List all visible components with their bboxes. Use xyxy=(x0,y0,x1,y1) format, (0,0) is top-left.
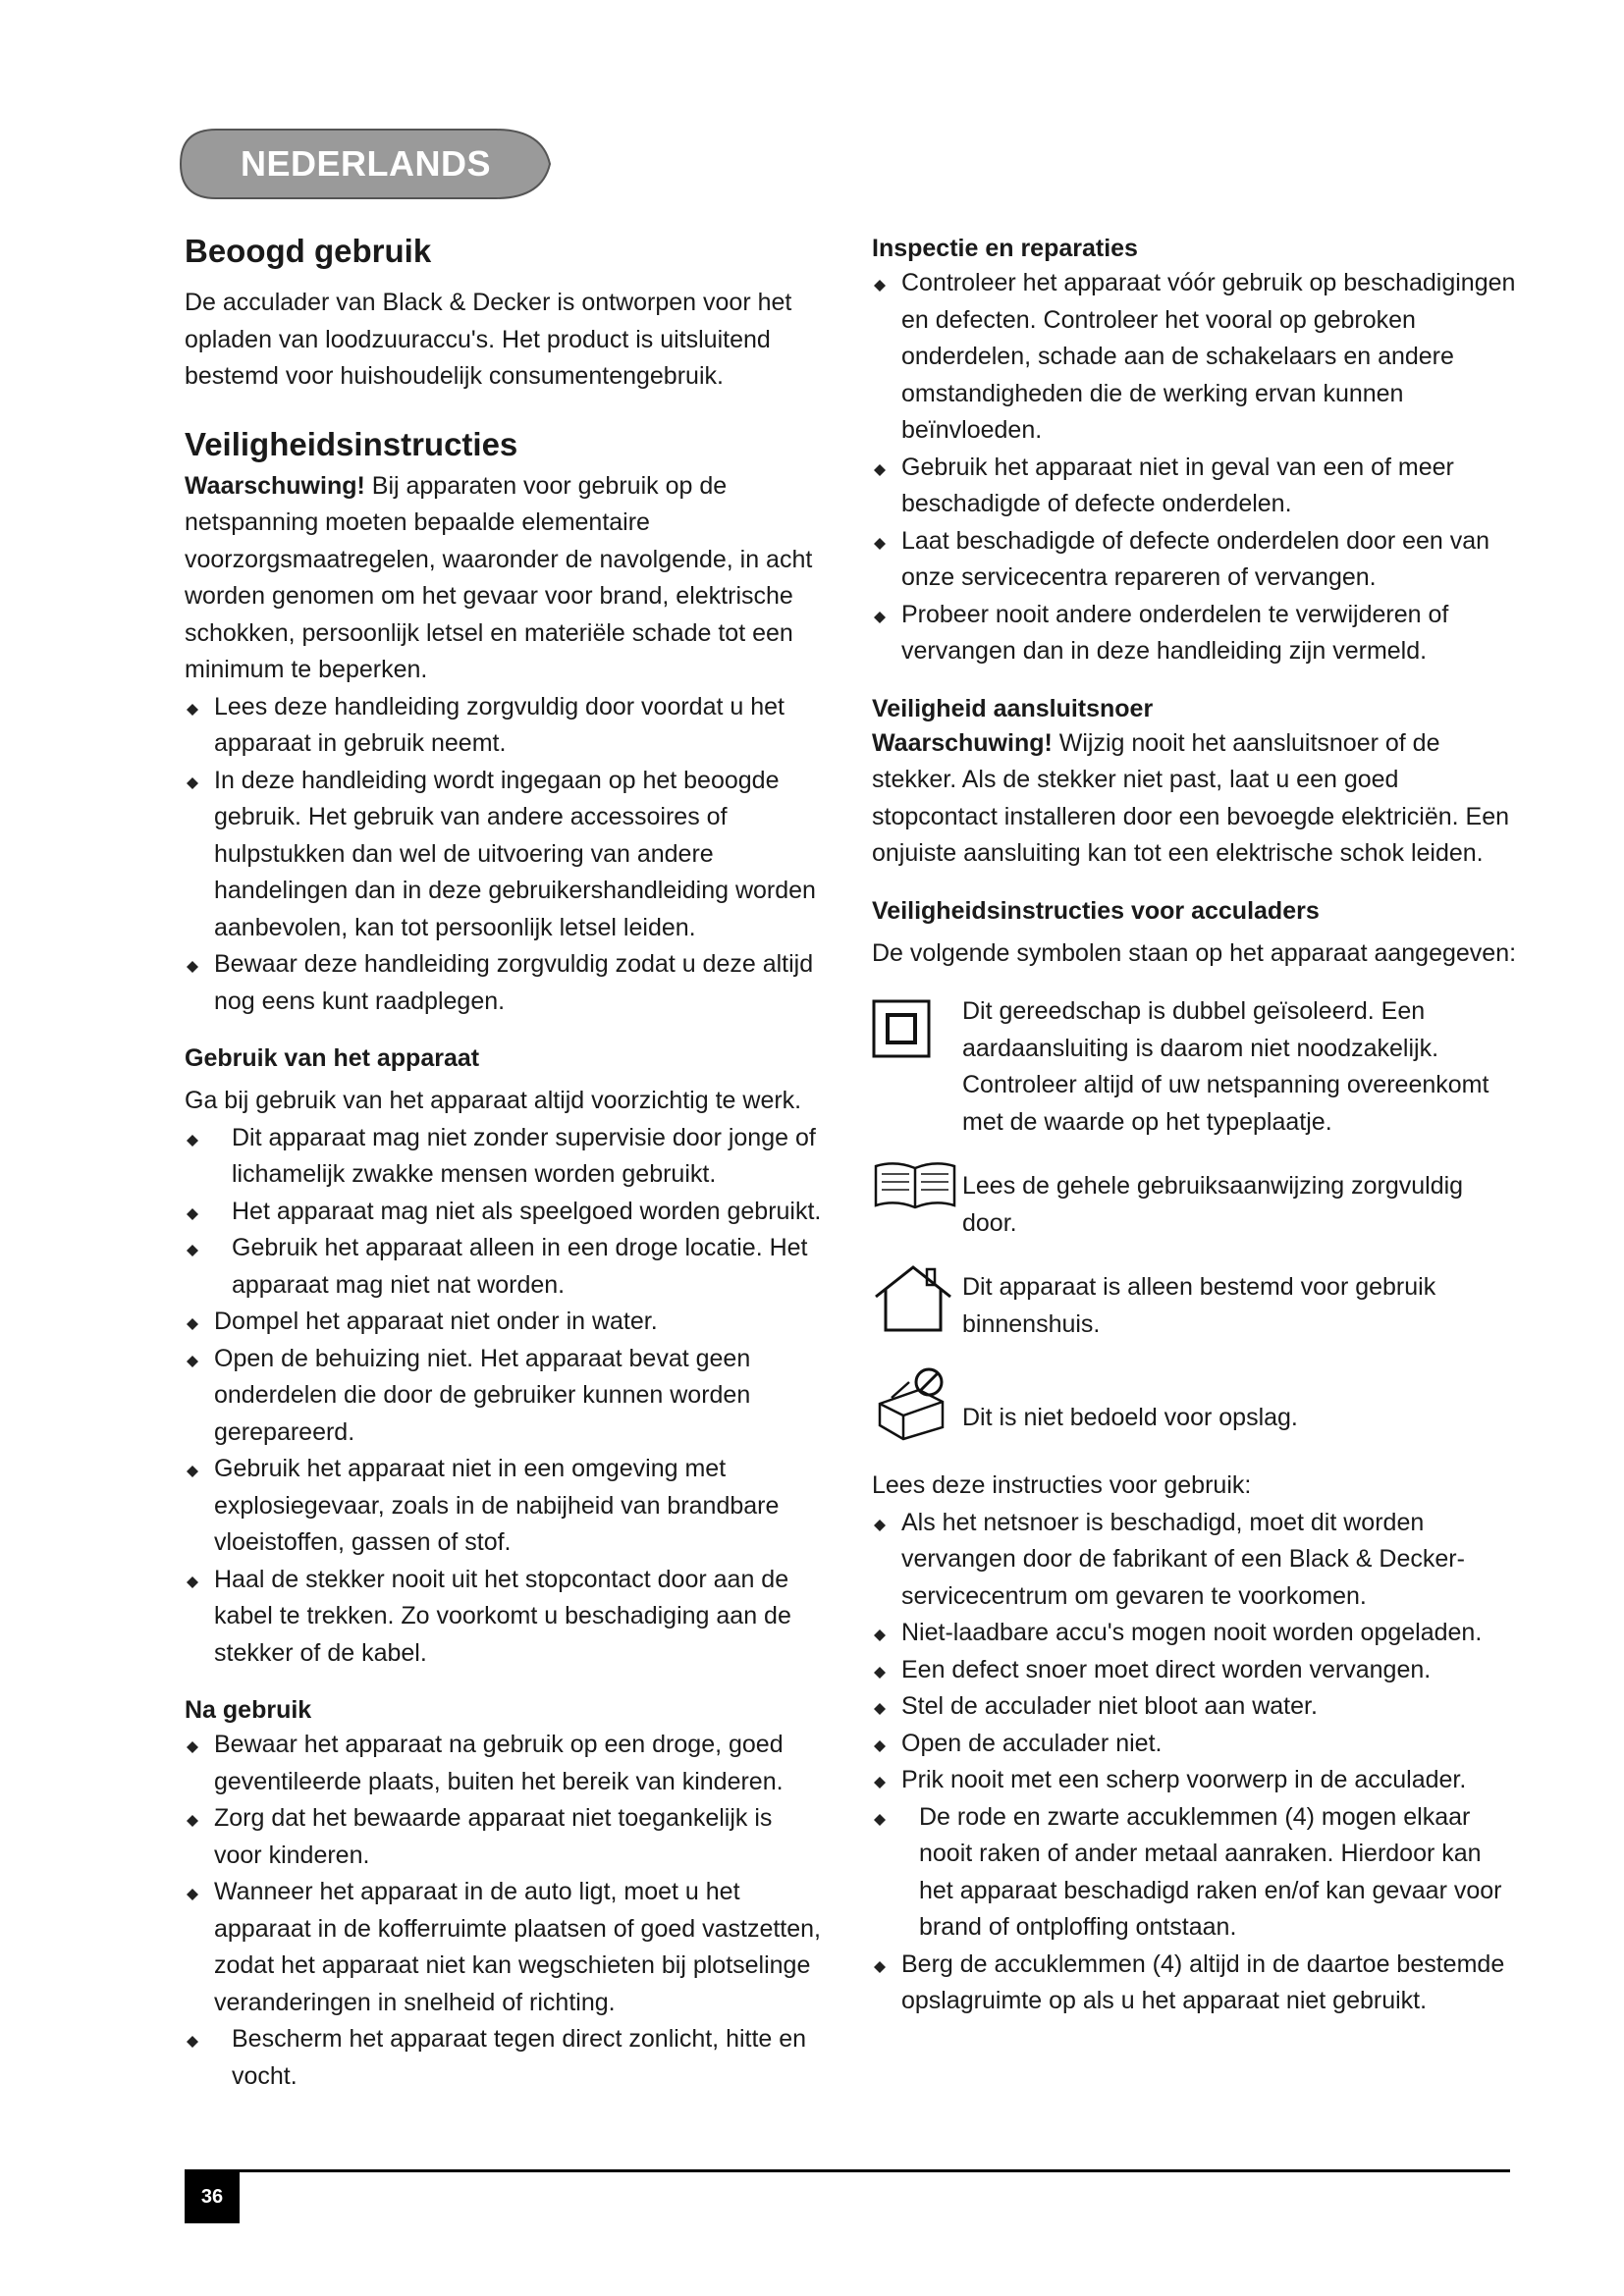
list-item: Probeer nooit andere onderdelen te verwijderen of vervangen dan in deze handleiding zijn vermeld. xyxy=(872,597,1520,670)
warning-text: Wijzig nooit het aansluitsnoer of de stekker. Als de stekker niet past, laat u een goed stopcontact installeren door een bevoegde elektriciën. Een onjuiste aansluiting kan tot een elektrische schok leiden. xyxy=(872,728,1510,867)
symbol-text: Lees de gehele gebruiksaanwijzing zorgvuldig door. xyxy=(962,1172,1464,1237)
list-item: Haal de stekker nooit uit het stopcontact door aan de kabel te trekken. Zo voorkomt u beschadiging aan de stekker of de kabel. xyxy=(185,1562,823,1673)
diamond-bullet-icon xyxy=(185,2021,204,2058)
symbol-row xyxy=(872,1364,1520,1446)
list-item: Laat beschadigde of defecte onderdelen door een van onze servicecentra repareren of vervangen. xyxy=(872,523,1520,597)
no-storage-icon xyxy=(872,1364,962,1446)
diamond-bullet-icon xyxy=(872,523,892,561)
list-item: Dit apparaat mag niet zonder supervisie door jonge of lichamelijk zwakke mensen worden gebruikt. xyxy=(185,1120,823,1194)
after-use-list xyxy=(185,1727,823,2095)
indoor-house-icon xyxy=(872,1263,962,1339)
list-item: Bewaar deze handleiding zorgvuldig zodat u deze altijd nog eens kunt raadplegen. xyxy=(185,946,823,1020)
list-item: Bewaar het apparaat na gebruik op een droge, goed geventileerde plaats, buiten het bereik van kinderen. xyxy=(185,1727,823,1800)
list-item: Dompel het apparaat niet onder in water. xyxy=(185,1304,823,1341)
diamond-bullet-icon xyxy=(185,1800,204,1838)
diamond-bullet-icon xyxy=(872,1799,892,1837)
inspection-list xyxy=(872,265,1520,670)
list-item: Open de behuizing niet. Het apparaat bevat geen onderdelen die door de gebruiker kunnen worden gerepareerd. xyxy=(185,1341,823,1452)
safety-list xyxy=(185,689,823,1021)
list-item: Wanneer het apparaat in de auto ligt, moet u het apparaat in de kofferruimte plaatsen of goed vastzetten, zodat het apparaat niet kan wegschieten bij plotselinge veranderingen in snelheid of richting. xyxy=(185,1874,823,2021)
warning-text: Bij apparaten voor gebruik op de netspanning moeten bepaalde elementaire voorzorgsmaatregelen, waaronder de navolgende, in acht worden genomen om het gevaar voor brand, elektrische schokken, persoonlijk letsel en materiële schade tot een minimum te beperken. xyxy=(185,471,813,683)
list-item: Open de acculader niet. xyxy=(872,1726,1520,1763)
left-column xyxy=(185,232,823,2095)
intended-use-text: De acculader van Black & Decker is ontworpen voor het opladen van loodzuuraccu's. Het product is uitsluitend bestemd voor huishoudelijk consumentengebruik. xyxy=(185,289,792,390)
list-item: Gebruik het apparaat alleen in een droge locatie. Het apparaat mag niet nat worden. xyxy=(185,1230,823,1304)
footer-rule xyxy=(185,2169,1510,2172)
usage-intro: Ga bij gebruik van het apparaat altijd voorzichtig te werk. xyxy=(185,1087,802,1114)
list-item: Niet-laadbare accu's mogen nooit worden opgeladen. xyxy=(872,1615,1520,1652)
cord-safety-heading: Veiligheid aansluitsnoer xyxy=(872,694,1154,722)
list-item: Bescherm het apparaat tegen direct zonlicht, hitte en vocht. xyxy=(185,2021,823,2095)
cord-warning xyxy=(872,725,1520,873)
diamond-bullet-icon xyxy=(872,1947,892,1984)
diamond-bullet-icon xyxy=(872,1688,892,1726)
diamond-bullet-icon xyxy=(872,265,892,302)
list-item: Gebruik het apparaat niet in geval van een of meer beschadigde of defecte onderdelen. xyxy=(872,450,1520,523)
diamond-bullet-icon xyxy=(185,1727,204,1764)
diamond-bullet-icon xyxy=(185,1874,204,1911)
list-item: Lees deze handleiding zorgvuldig door voordat u het apparaat in gebruik neemt. xyxy=(185,689,823,763)
diamond-bullet-icon xyxy=(185,763,204,800)
read-instructions-intro: Lees deze instructies voor gebruik: xyxy=(872,1471,1252,1499)
list-item: Als het netsnoer is beschadigd, moet dit worden vervangen door de fabrikant of een Black & Decker-servicecentrum om gevaren te voorkomen. xyxy=(872,1505,1520,1616)
diamond-bullet-icon xyxy=(872,1505,892,1542)
symbol-text: Dit is niet bedoeld voor opslag. xyxy=(962,1404,1298,1431)
read-instructions-list xyxy=(872,1505,1520,2020)
diamond-bullet-icon xyxy=(185,689,204,726)
diamond-bullet-icon xyxy=(185,1304,204,1341)
list-item: Berg de accuklemmen (4) altijd in de daartoe bestemde opslagruimte op als u het apparaat niet gebruikt. xyxy=(872,1947,1520,2020)
diamond-bullet-icon xyxy=(185,1194,204,1231)
list-item: In deze handleiding wordt ingegaan op het beoogde gebruik. Het gebruik van andere accessoires of hulpstukken dan wel de uitvoering van andere handelingen dan in deze gebruikershandleiding worden aanbevolen, kan tot persoonlijk letsel leiden. xyxy=(185,763,823,947)
list-item: Prik nooit met een scherp voorwerp in de acculader. xyxy=(872,1762,1520,1799)
diamond-bullet-icon xyxy=(185,1562,204,1599)
after-use-heading: Na gebruik xyxy=(185,1696,312,1724)
symbol-text: Dit apparaat is alleen bestemd voor gebruik binnenshuis. xyxy=(962,1273,1436,1338)
list-item: Stel de acculader niet bloot aan water. xyxy=(872,1688,1520,1726)
symbol-row xyxy=(872,1162,1520,1242)
diamond-bullet-icon xyxy=(872,597,892,634)
diamond-bullet-icon xyxy=(872,1652,892,1689)
diamond-bullet-icon xyxy=(185,1230,204,1267)
manual-book-icon xyxy=(872,1162,962,1216)
inspection-heading: Inspectie en reparaties xyxy=(872,235,1138,262)
list-item: Het apparaat mag niet als speelgoed worden gebruikt. xyxy=(185,1194,823,1231)
language-badge xyxy=(177,126,555,202)
symbol-row xyxy=(872,993,1520,1141)
safety-warning xyxy=(185,468,823,689)
list-item: Zorg dat het bewaarde apparaat niet toegankelijk is voor kinderen. xyxy=(185,1800,823,1874)
language-label: NEDERLANDS xyxy=(240,143,491,184)
right-column xyxy=(872,232,1520,2020)
page-number: 36 xyxy=(185,2170,240,2223)
list-item: Een defect snoer moet direct worden vervangen. xyxy=(872,1652,1520,1689)
diamond-bullet-icon xyxy=(872,1615,892,1652)
diamond-bullet-icon xyxy=(872,1726,892,1763)
diamond-bullet-icon xyxy=(185,946,204,984)
diamond-bullet-icon xyxy=(185,1120,204,1157)
intended-use-heading: Beoogd gebruik xyxy=(185,233,432,269)
diamond-bullet-icon xyxy=(872,450,892,487)
list-item: De rode en zwarte accuklemmen (4) mogen elkaar nooit raken of ander metaal aanraken. Hierdoor kan het apparaat beschadigd raken en/of kan gevaar voor brand of ontploffing ontstaan. xyxy=(872,1799,1520,1947)
usage-list xyxy=(185,1120,823,1673)
symbol-row xyxy=(872,1263,1520,1343)
list-item: Gebruik het apparaat niet in een omgeving met explosiegevaar, zoals in de nabijheid van brandbare vloeistoffen, gassen of stof. xyxy=(185,1451,823,1562)
warning-label: Waarschuwing! xyxy=(185,471,365,500)
diamond-bullet-icon xyxy=(185,1341,204,1378)
diamond-bullet-icon xyxy=(872,1762,892,1799)
warning-label: Waarschuwing! xyxy=(872,728,1053,757)
symbol-text: Dit gereedschap is dubbel geïsoleerd. Een aardaansluiting is daarom niet noodzakelijk. Controleer altijd of uw netspanning overeenkomt met de waarde op het typeplaatje. xyxy=(962,997,1489,1136)
usage-heading: Gebruik van het apparaat xyxy=(185,1044,480,1072)
charger-intro: De volgende symbolen staan op het apparaat aangegeven: xyxy=(872,938,1517,967)
diamond-bullet-icon xyxy=(185,1451,204,1488)
list-item: Controleer het apparaat vóór gebruik op beschadigingen en defecten. Controleer het vooral op gebroken onderdelen, schade aan de schakelaars en andere omstandigheden die de werking ervan kunnen beïnvloeden. xyxy=(872,265,1520,450)
safety-heading: Veiligheidsinstructies xyxy=(185,425,518,462)
charger-safety-heading: Veiligheidsinstructies voor acculaders xyxy=(872,896,1320,925)
double-insulation-icon xyxy=(872,993,962,1063)
